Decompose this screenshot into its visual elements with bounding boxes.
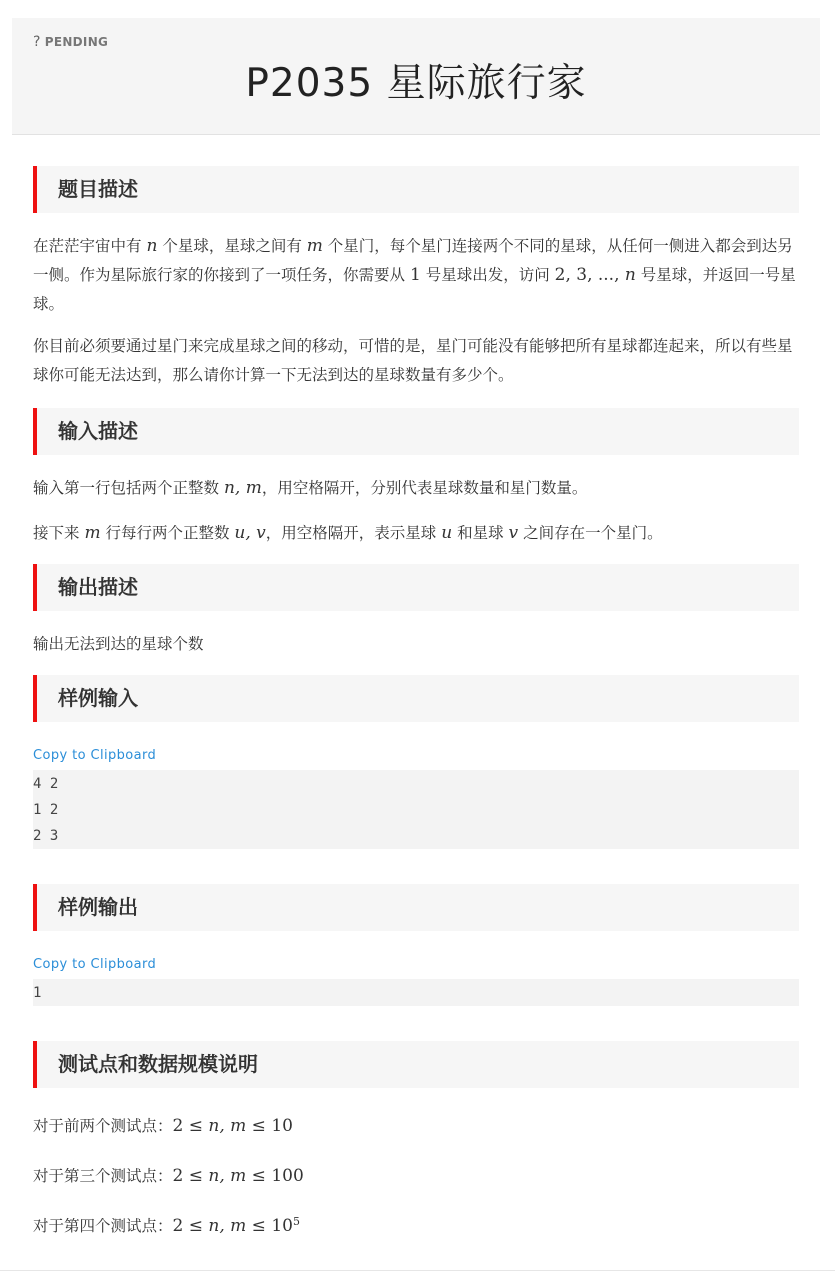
- math-var: n, m: [208, 1166, 247, 1187]
- math-var: u: [441, 523, 453, 543]
- math-var: v: [508, 523, 519, 543]
- section-heading-constraints: 测试点和数据规模说明: [33, 1041, 799, 1088]
- input-paragraph-1: [33, 474, 799, 503]
- math-var: u, v: [234, 523, 266, 543]
- math-number: 2 ≤: [172, 1216, 209, 1237]
- math-exponent: 5: [292, 1215, 300, 1229]
- problem-header: [12, 18, 820, 135]
- math-sequence: 2, 3, ...,: [554, 265, 625, 285]
- code-line: 1: [33, 985, 42, 1001]
- math-number: 2 ≤: [172, 1166, 209, 1187]
- description-paragraph-2: 你目前必须要通过星门来完成星球之间的移动，可惜的是，星门可能没有能够把所有星球都连起来，所以有些星球你可能无法达到，那么请你计算一下无法到达的星球数量有多少个。: [33, 337, 793, 384]
- description-paragraph-1: [33, 232, 799, 319]
- constraint-item: [33, 1207, 799, 1241]
- text: 行每行两个正整数: [100, 524, 235, 542]
- question-icon: ?: [33, 34, 41, 50]
- code-line: 4 2: [33, 776, 59, 792]
- copy-sample-input-button[interactable]: Copy to Clipboard: [33, 748, 157, 763]
- code-line: 1 2: [33, 802, 59, 818]
- text: 个星门，每个星门连接两个不同的星球，从任何一侧进入都会到达另一侧。作为星际旅行家的你接到了一项任务，你需要从: [33, 237, 793, 284]
- math-symbol: ≤: [246, 1166, 272, 1187]
- math-number: 2 ≤: [172, 1116, 209, 1137]
- math-var: m: [84, 523, 101, 543]
- math-symbol: ≤: [246, 1116, 272, 1137]
- section-heading-input: 输入描述: [33, 408, 799, 455]
- math-var: n: [146, 236, 158, 256]
- text: 在茫茫宇宙中有: [33, 237, 147, 255]
- text: 对于第三个测试点：: [33, 1167, 173, 1186]
- output-paragraph: 输出无法到达的星球个数: [33, 635, 204, 653]
- math-var: n, m: [223, 478, 262, 498]
- math-symbol: ≤: [246, 1216, 272, 1237]
- sample-output-code: [33, 979, 799, 1006]
- math-var: n, m: [208, 1116, 247, 1137]
- text: 对于第四个测试点：: [33, 1217, 173, 1236]
- section-heading-description: 题目描述: [33, 166, 799, 213]
- page-divider: [0, 1270, 835, 1271]
- math-number: 100: [271, 1166, 304, 1187]
- text: ，用空格隔开，表示星球: [265, 524, 442, 542]
- math-var: n: [624, 265, 636, 285]
- text: ，用空格隔开，分别代表星球数量和星门数量。: [261, 479, 588, 497]
- text: 输入第一行包括两个正整数: [33, 479, 224, 497]
- status-indicator: [33, 34, 108, 50]
- constraint-item: [33, 1157, 799, 1191]
- copy-sample-output-button[interactable]: Copy to Clipboard: [33, 957, 157, 972]
- text: 号星球，并返回一号星球。: [33, 266, 796, 313]
- math-var: m: [306, 236, 323, 256]
- constraint-item: [33, 1107, 799, 1141]
- text: 个星球，星球之间有: [157, 237, 307, 255]
- math-var: n, m: [208, 1216, 247, 1237]
- page-title: P2035 星际旅行家: [245, 61, 587, 106]
- sample-input-code: [33, 770, 799, 849]
- section-heading-sample-input: 样例输入: [33, 675, 799, 722]
- math-number: 10: [271, 1116, 293, 1137]
- text: 和星球: [452, 524, 509, 542]
- problem-content: [33, 166, 799, 1241]
- text: 接下来: [33, 524, 85, 542]
- section-heading-output: 输出描述: [33, 564, 799, 611]
- text: 号星球出发，访问: [420, 266, 555, 284]
- math-number: 1: [409, 265, 421, 285]
- math-number: 10: [271, 1216, 293, 1237]
- status-label: PENDING: [44, 35, 109, 49]
- section-heading-sample-output: 样例输出: [33, 884, 799, 931]
- text: 之间存在一个星门。: [518, 524, 663, 542]
- text: 对于前两个测试点：: [33, 1117, 173, 1136]
- input-paragraph-2: [33, 519, 799, 548]
- code-line: 2 3: [33, 828, 59, 844]
